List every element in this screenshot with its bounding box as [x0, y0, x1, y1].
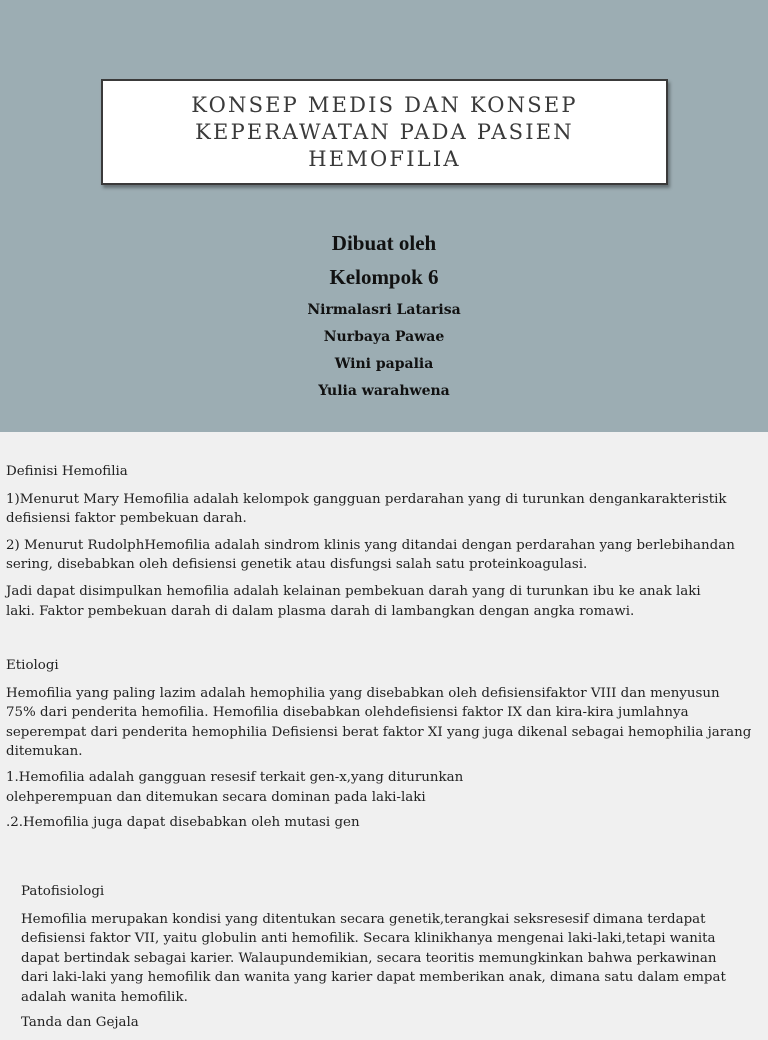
title-line: KONSEP MEDIS DAN KONSEP	[191, 92, 578, 117]
line: 75% dari penderita hemofilia. Hemofilia disebabkan olehdefisiensi faktor IX dan kira-kira jumlahnya	[6, 705, 689, 721]
paragraph	[6, 768, 762, 807]
made-by-label: Dibuat oleh	[331, 231, 437, 255]
line: 1)Menurut Mary Hemofilia adalah kelompok gangguan perdarahan yang di turunkan dengankarakteristik	[6, 491, 727, 507]
line: dapat bertindak sebagai karier. Walaupundemikian, secara teoritis memungkinkan bahwa perkawinan	[21, 950, 717, 966]
paragraph	[6, 490, 762, 529]
line: Hemofilia merupakan kondisi yang ditentukan secara genetik,terangkai seksresesif dimana terdapat	[21, 911, 706, 927]
line: sering, disebabkan oleh defisiensi genetik atau disfungsi salah satu proteinkoagulasi.	[6, 557, 588, 573]
group-name: Kelompok 6	[329, 265, 439, 289]
line: 1.Hemofilia adalah gangguan resesif terkait gen-x,yang diturunkan	[6, 769, 464, 785]
title-line: KEPERAWATAN PADA PASIEN	[195, 119, 574, 144]
line: laki. Faktor pembekuan darah di dalam plasma darah di lambangkan dengan angka romawi.	[6, 603, 635, 619]
line: adalah wanita hemofilik.	[21, 989, 188, 1005]
section-heading: Tanda dan Gejala	[21, 1014, 139, 1030]
title-line: HEMOFILIA	[308, 146, 461, 171]
content-slide	[0, 432, 768, 1030]
paragraph	[6, 536, 762, 575]
line: ditemukan.	[6, 744, 83, 760]
paragraph	[6, 813, 762, 833]
member-name: Wini papalia	[334, 356, 434, 372]
line: Jadi dapat disimpulkan hemofilia adalah kelainan pembekuan darah yang di turunkan ibu ke anak laki	[6, 583, 701, 599]
line: Hemofilia yang paling lazim adalah hemophilia yang disebabkan oleh defisiensifaktor VIII dan menyusun	[6, 685, 720, 701]
paragraph	[6, 582, 762, 621]
line: dari laki-laki yang hemofilik dan wanita yang karier dapat memberikan anak, dimana satu dalam empat	[21, 970, 726, 986]
line: defisiensi faktor VII, yaitu globulin anti hemofilik. Secara klinikhanya mengenai laki-laki,tetapi wanita	[21, 931, 716, 947]
section-heading: Patofisiologi	[21, 884, 105, 899]
title-box	[101, 79, 668, 185]
section-heading: Definisi Hemofilia	[6, 464, 128, 479]
member-name: Yulia warahwena	[318, 383, 450, 399]
paragraph	[6, 684, 762, 762]
line: .2.Hemofilia juga dapat disebabkan oleh mutasi gen	[6, 815, 360, 831]
member-name: Nirmalasri Latarisa	[307, 302, 461, 318]
etiologi-section	[6, 656, 762, 839]
line: defisiensi faktor pembekuan darah.	[6, 511, 247, 527]
paragraph	[21, 910, 761, 1008]
line: olehperempuan dan ditemukan secara dominan pada laki-laki	[6, 789, 426, 805]
definisi-section	[6, 462, 762, 628]
patofisiologi-section	[21, 882, 761, 1040]
title-slide	[0, 0, 768, 432]
authors-block	[0, 226, 768, 405]
section-heading: Etiologi	[6, 658, 59, 673]
line: 2) Menurut RudolphHemofilia adalah sindrom klinis yang ditandai dengan perdarahan yang berlebihandan	[6, 537, 735, 553]
line: seperempat dari penderita hemophilia Defisiensi berat faktor XI yang juga dikenal sebagai hemophilia jarang	[6, 724, 752, 740]
member-name: Nurbaya Pawae	[323, 329, 445, 345]
page-title	[191, 92, 577, 173]
